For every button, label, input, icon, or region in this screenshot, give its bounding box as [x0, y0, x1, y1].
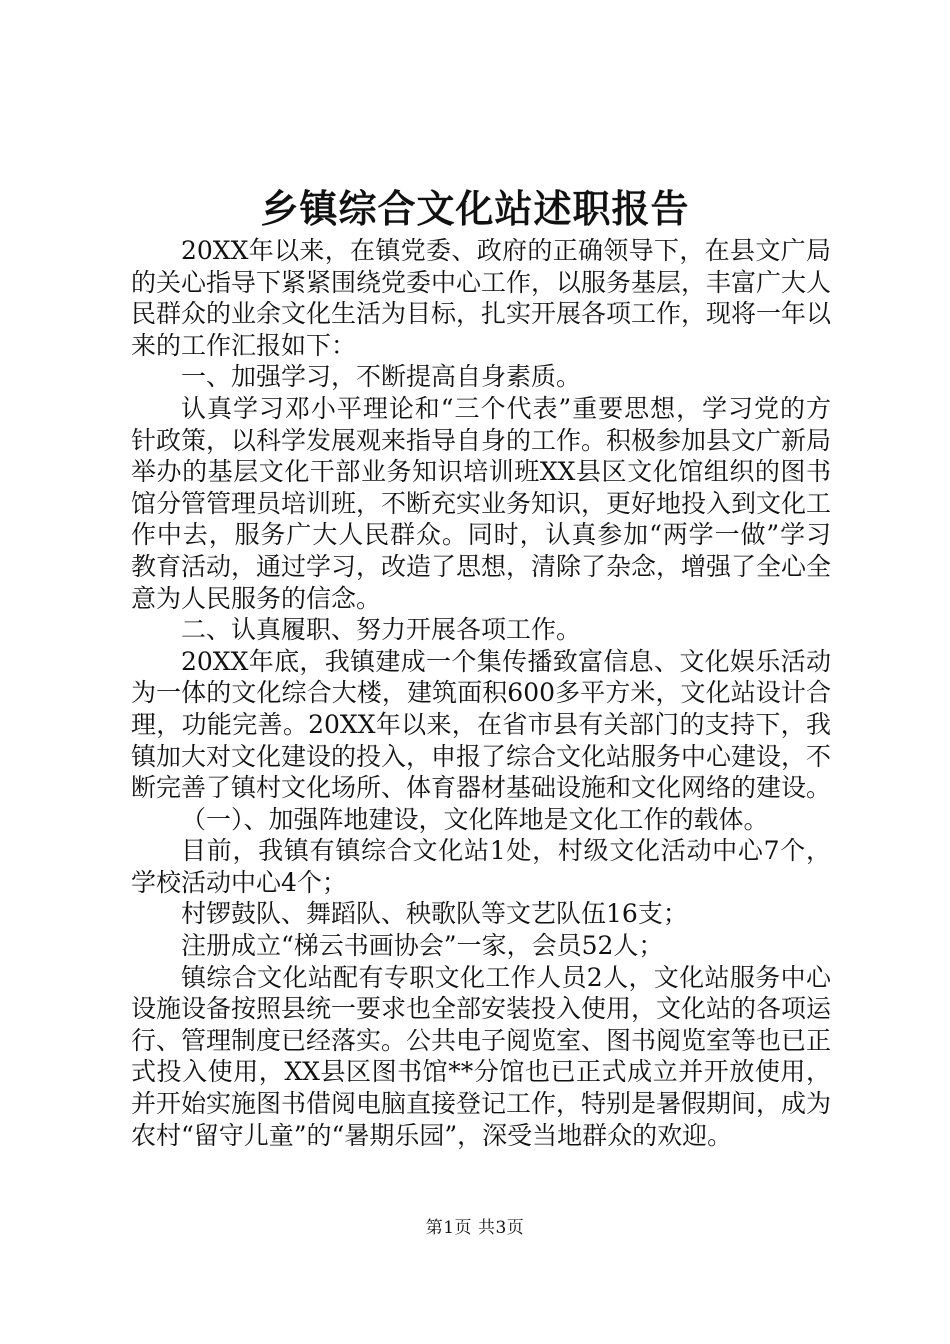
paragraph-facilities: 目前，我镇有镇综合文化站1处，村级文化活动中心7个，学校活动中心4个；	[131, 836, 831, 897]
heading-section-1: 一、加强学习，不断提高自身素质。	[181, 362, 582, 392]
document-body	[131, 235, 831, 1151]
paragraph-building: 20XX年底，我镇建成一个集传播致富信息、文化娱乐活动为一体的文化综合大楼，建筑面积600多平方米，文化站设计合理，功能完善。20XX年以来，在省市县有关部门的支持下，我镇加大对文化建设的投入，申报了综合文化站服务中心建设，不断完善了镇村文化场所、体育器材基础设施和文化网络的建设。	[131, 646, 832, 803]
document-title: 乡镇综合文化站述职报告	[260, 186, 690, 231]
paragraph-study: 认真学习邓小平理论和“三个代表”重要思想，学习党的方针政策，以科学发展观来指导自身的工作。积极参加县文广新局举办的基层文化干部业务知识培训班XX县区文化馆组织的图书馆分管管理员培训班，不断充实业务知识，更好地投入到文化工作中去，服务广大人民群众。同时，认真参加“两学一做”学习教育活动，通过学习，改造了思想，清除了杂念，增强了全心全意为人民服务的信念。	[131, 393, 832, 613]
heading-subsection-1: （一）、加强阵地建设，文化阵地是文化工作的载体。	[181, 804, 769, 834]
paragraph-staff: 镇综合文化站配有专职文化工作人员2人，文化站服务中心设施设备按照县统一要求也全部安装投入使用，文化站的各项运行、管理制度已经落实。公共电子阅览室、图书阅览室等也已正式投入使用，XX县区图书馆**分馆也已正式成立并开放使用，并开始实施图书借阅电脑直接登记工作，特别是暑假期间，成为农村“留守儿童”的“暑期乐园”，深受当地群众的欢迎。	[131, 962, 832, 1150]
page-number-footer: 第1页 共3页	[425, 1218, 525, 1238]
heading-section-2: 二、认真履职、努力开展各项工作。	[181, 615, 582, 645]
paragraph-intro: 20XX年以来，在镇党委、政府的正确领导下，在县文广局的关心指导下紧紧围绕党委中心工作，以服务基层，丰富广大人民群众的业余文化生活为目标，扎实开展各项工作，现将一年以来的工作汇报如下：	[131, 236, 832, 360]
paragraph-association: 注册成立“梯云书画协会”一家，会员52人；	[181, 931, 664, 961]
paragraph-teams: 村锣鼓队、舞蹈队、秧歌队等文艺队伍16支；	[181, 899, 688, 929]
